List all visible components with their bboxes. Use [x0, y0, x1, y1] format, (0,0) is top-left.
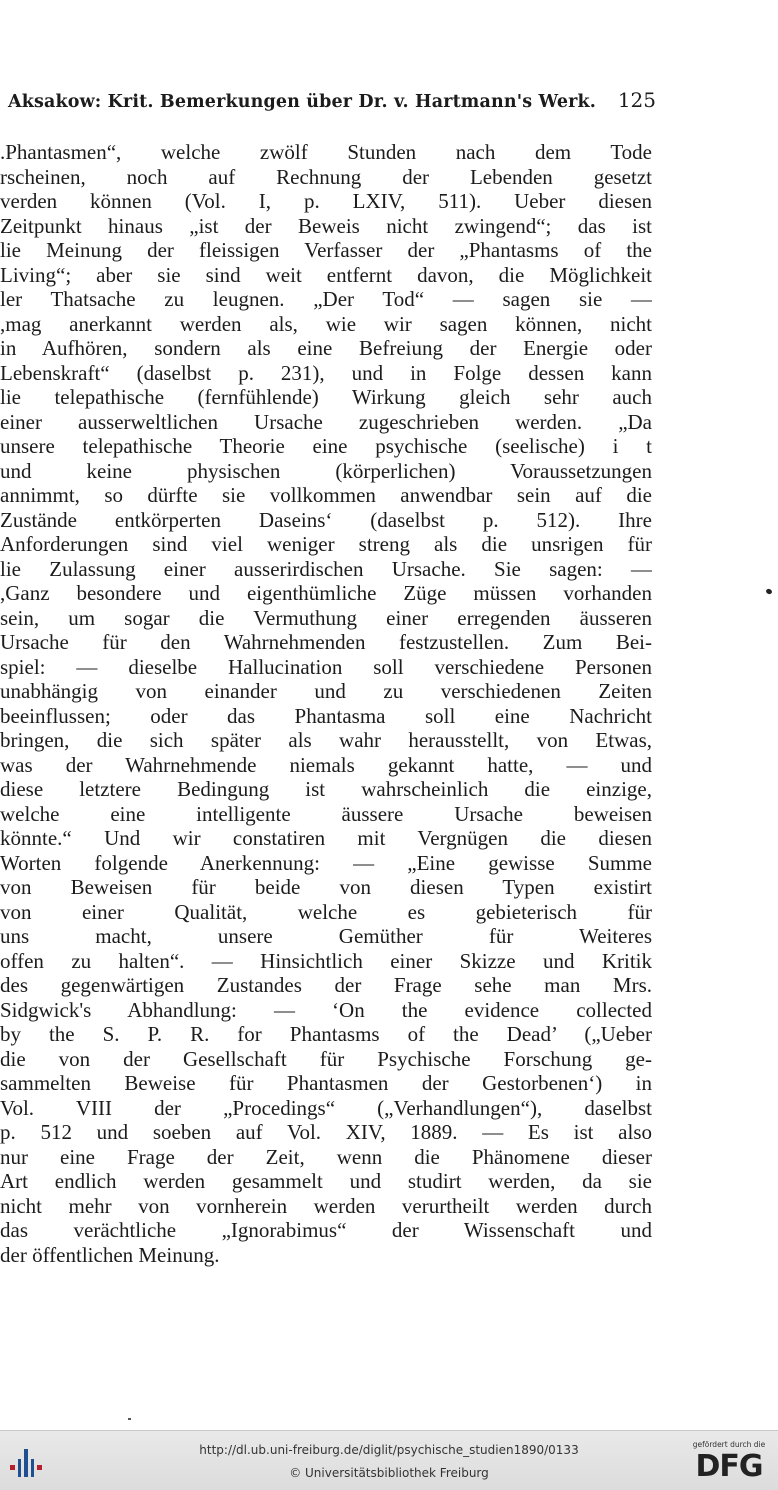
copyright-notice: © Universitätsbibliothek Freiburg [289, 1466, 489, 1480]
text-line: könnte.“ Und wir constatiren mit Vergnügen die diesen [0, 826, 652, 850]
text-line: von Beweisen für beide von diesen Typen existirt [0, 875, 652, 899]
text-line: Living“; aber sie sind weit entfernt davon, die Möglichkeit [0, 262, 652, 287]
text-line: Worten folgende Anerkennung: — „Eine gewisse Summe [0, 850, 652, 875]
text-line: nur eine Frage der Zeit, wenn die Phänomene dieser [0, 1144, 652, 1169]
text-line: beeinflussen; oder das Phantasma soll eine Nachricht [0, 703, 652, 728]
text-line: Lebenskraft“ (daselbst p. 231), und in Folge dessen kann [0, 360, 652, 385]
text-line: das verächtliche „Ignorabimus“ der Wissenschaft und [0, 1218, 652, 1242]
text-line: die von der Gesellschaft für Psychische Forschung ge- [0, 1046, 652, 1071]
text-line: Zustände entkörperten Daseins‘ (daselbst p. 512). Ihre [0, 507, 652, 532]
document-url[interactable]: http://dl.ub.uni-freiburg.de/diglit/psychische_studien1890/0133 [199, 1443, 579, 1457]
text-line: Zeitpunkt hinaus „ist der Beweis nicht zwingend“; das ist [0, 213, 652, 238]
text-line: spiel: — dieselbe Hallucination soll verschiedene Personen [0, 654, 652, 679]
text-line: p. 512 und soeben auf Vol. XIV, 1889. — Es ist also [0, 1120, 652, 1144]
text-line: lie Meinung der fleissigen Verfasser der „Phantasms of the [0, 238, 652, 262]
text-line: by the S. P. R. for Phantasms of the Dead’ („Ueber [0, 1022, 652, 1046]
text-line: diese letztere Bedingung ist wahrscheinlich die einzige, [0, 777, 652, 801]
text-line: von einer Qualität, welche es gebieterisch für [0, 899, 652, 924]
viewer-footer [0, 1430, 778, 1490]
text-line: nicht mehr von vornherein werden verurtheilt werden durch [0, 1193, 652, 1218]
text-line: lie telepathische (fernfühlende) Wirkung gleich sehr auch [0, 385, 652, 409]
text-line: welche eine intelligente äussere Ursache beweisen [0, 801, 652, 826]
text-line: ,mag anerkannt werden als, wie wir sagen können, nicht [0, 311, 652, 336]
text-line: sein, um sogar die Vermuthung einer erregenden äusseren [0, 605, 652, 630]
text-line: Art endlich werden gesammelt und studirt werden, da sie [0, 1169, 652, 1193]
scan-speck [128, 1418, 131, 1420]
text-line: annimmt, so dürfte sie vollkommen anwendbar sein auf die [0, 483, 652, 507]
text-line: was der Wahrnehmende niemals gekannt hatte, — und [0, 752, 652, 777]
page-number: 125 [617, 88, 656, 112]
text-line: rscheinen, noch auf Rechnung der Lebenden gesetzt [0, 164, 652, 189]
text-line: der öffentlichen Meinung. [0, 1242, 220, 1267]
text-line: uns macht, unsere Gemüther für Weiteres [0, 924, 652, 948]
dfg-logo-text: DFG [695, 1449, 763, 1484]
text-line: Sidgwick's Abhandlung: — ‘On the evidence collected [0, 997, 652, 1022]
text-line: verden können (Vol. I, p. LXIV, 511). Ueber diesen [0, 189, 652, 213]
text-line: des gegenwärtigen Zustandes der Frage sehe man Mrs. [0, 973, 652, 997]
text-line: und keine physischen (körperlichen) Voraussetzungen [0, 458, 652, 483]
running-title: Aksakow: Krit. Bemerkungen über Dr. v. Hartmann's Werk. [8, 92, 597, 112]
text-line: offen zu halten“. — Hinsichtlich einer Skizze und Kritik [0, 948, 652, 973]
text-line: Ursache für den Wahrnehmenden festzustellen. Zum Bei- [0, 630, 652, 654]
text-line: unabhängig von einander und zu verschiedenen Zeiten [0, 679, 652, 703]
text-line: lie Zulassung einer ausserirdischen Ursache. Sie sagen: — [0, 556, 652, 581]
text-line: .Phantasmen“, welche zwölf Stunden nach dem Tode [0, 140, 652, 164]
page-header [8, 88, 656, 118]
text-line: Vol. VIII der „Procedings“ („Verhandlungen“), daselbst [0, 1095, 652, 1120]
funding-note: gefördert durch die [692, 1440, 766, 1449]
text-line: ler Thatsache zu leugnen. „Der Tod“ — sagen sie — [0, 287, 652, 311]
text-line: bringen, die sich später als wahr herausstellt, von Etwas, [0, 728, 652, 752]
text-line: einer ausserweltlichen Ursache zugeschrieben werden. „Da [0, 409, 652, 434]
text-line: in Aufhören, sondern als eine Befreiung der Energie oder [0, 336, 652, 360]
scan-speck [765, 588, 773, 595]
text-line: sammelten Beweise für Phantasmen der Gestorbenen‘) in [0, 1071, 652, 1095]
dfg-funding-logo [686, 1440, 772, 1486]
text-line: ,Ganz besondere und eigenthümliche Züge müssen vorhanden [0, 581, 652, 605]
text-line: Anforderungen sind viel weniger streng als die unsrigen für [0, 532, 652, 556]
text-line: unsere telepathische Theorie eine psychische (seelische) i t [0, 434, 652, 458]
body-text [0, 140, 652, 1267]
